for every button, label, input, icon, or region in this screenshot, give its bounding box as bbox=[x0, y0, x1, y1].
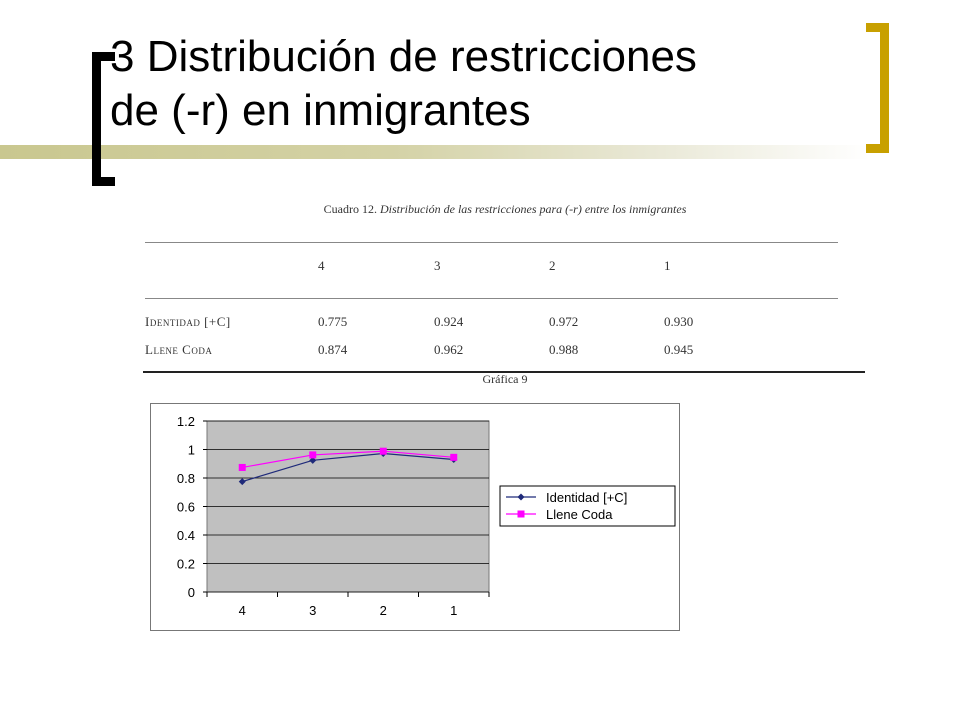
table-col-header: 2 bbox=[549, 258, 556, 273]
table-col-header: 4 bbox=[318, 258, 325, 273]
slide-title bbox=[110, 30, 850, 138]
data-point-2 bbox=[380, 448, 387, 455]
y-tick-label: 0.6 bbox=[176, 499, 195, 515]
x-tick-label: 2 bbox=[379, 603, 387, 618]
data-point-2 bbox=[309, 451, 316, 458]
table-cell: 0.972 bbox=[549, 314, 579, 329]
table-row-label: Llene Coda bbox=[145, 342, 213, 357]
table-row-label: Identidad [+C] bbox=[145, 314, 231, 329]
chart-caption: Gráfica 9 bbox=[482, 372, 528, 386]
table-cell: 0.924 bbox=[434, 314, 464, 329]
table-rule-top bbox=[145, 242, 838, 243]
table-rule-header bbox=[145, 298, 838, 299]
chart-svg bbox=[151, 404, 679, 630]
table-cell: 0.775 bbox=[318, 314, 348, 329]
y-tick-label: 0.2 bbox=[176, 556, 195, 572]
slide-title-line2: de (-r) en inmigrantes bbox=[110, 86, 531, 135]
y-tick-label: 0.4 bbox=[176, 528, 195, 543]
legend-label: Llene Coda bbox=[546, 507, 613, 522]
table-caption-prefix: Cuadro 12. bbox=[323, 202, 377, 216]
table-col-header: 3 bbox=[434, 258, 441, 273]
data-point-2 bbox=[450, 454, 457, 461]
table-caption-text: Distribución de las restricciones para (-r) entre los inmigrantes bbox=[379, 202, 687, 216]
table-col-header: 1 bbox=[664, 258, 671, 273]
table-cell: 0.988 bbox=[549, 342, 579, 357]
line-chart bbox=[150, 403, 680, 631]
x-tick-label: 3 bbox=[309, 603, 317, 618]
y-tick-label: 1 bbox=[187, 442, 195, 458]
y-tick-label: 1.2 bbox=[176, 414, 195, 429]
decorative-line bbox=[0, 145, 870, 159]
slide-title-line1: 3 Distribución de restricciones bbox=[110, 32, 697, 81]
table-caption bbox=[145, 202, 865, 217]
y-tick-label: 0.8 bbox=[176, 471, 195, 486]
right-bracket-decoration bbox=[866, 23, 889, 153]
y-tick-label: 0 bbox=[187, 585, 195, 600]
x-tick-label: 1 bbox=[450, 603, 458, 618]
table-cell: 0.945 bbox=[664, 342, 694, 357]
table-cell: 0.962 bbox=[434, 342, 464, 357]
x-tick-label: 4 bbox=[238, 603, 246, 618]
legend-marker bbox=[518, 511, 525, 518]
table-cell: 0.930 bbox=[664, 314, 694, 329]
table-cell: 0.874 bbox=[318, 342, 348, 357]
legend-label: Identidad [+C] bbox=[546, 490, 628, 505]
data-point-2 bbox=[239, 464, 246, 471]
